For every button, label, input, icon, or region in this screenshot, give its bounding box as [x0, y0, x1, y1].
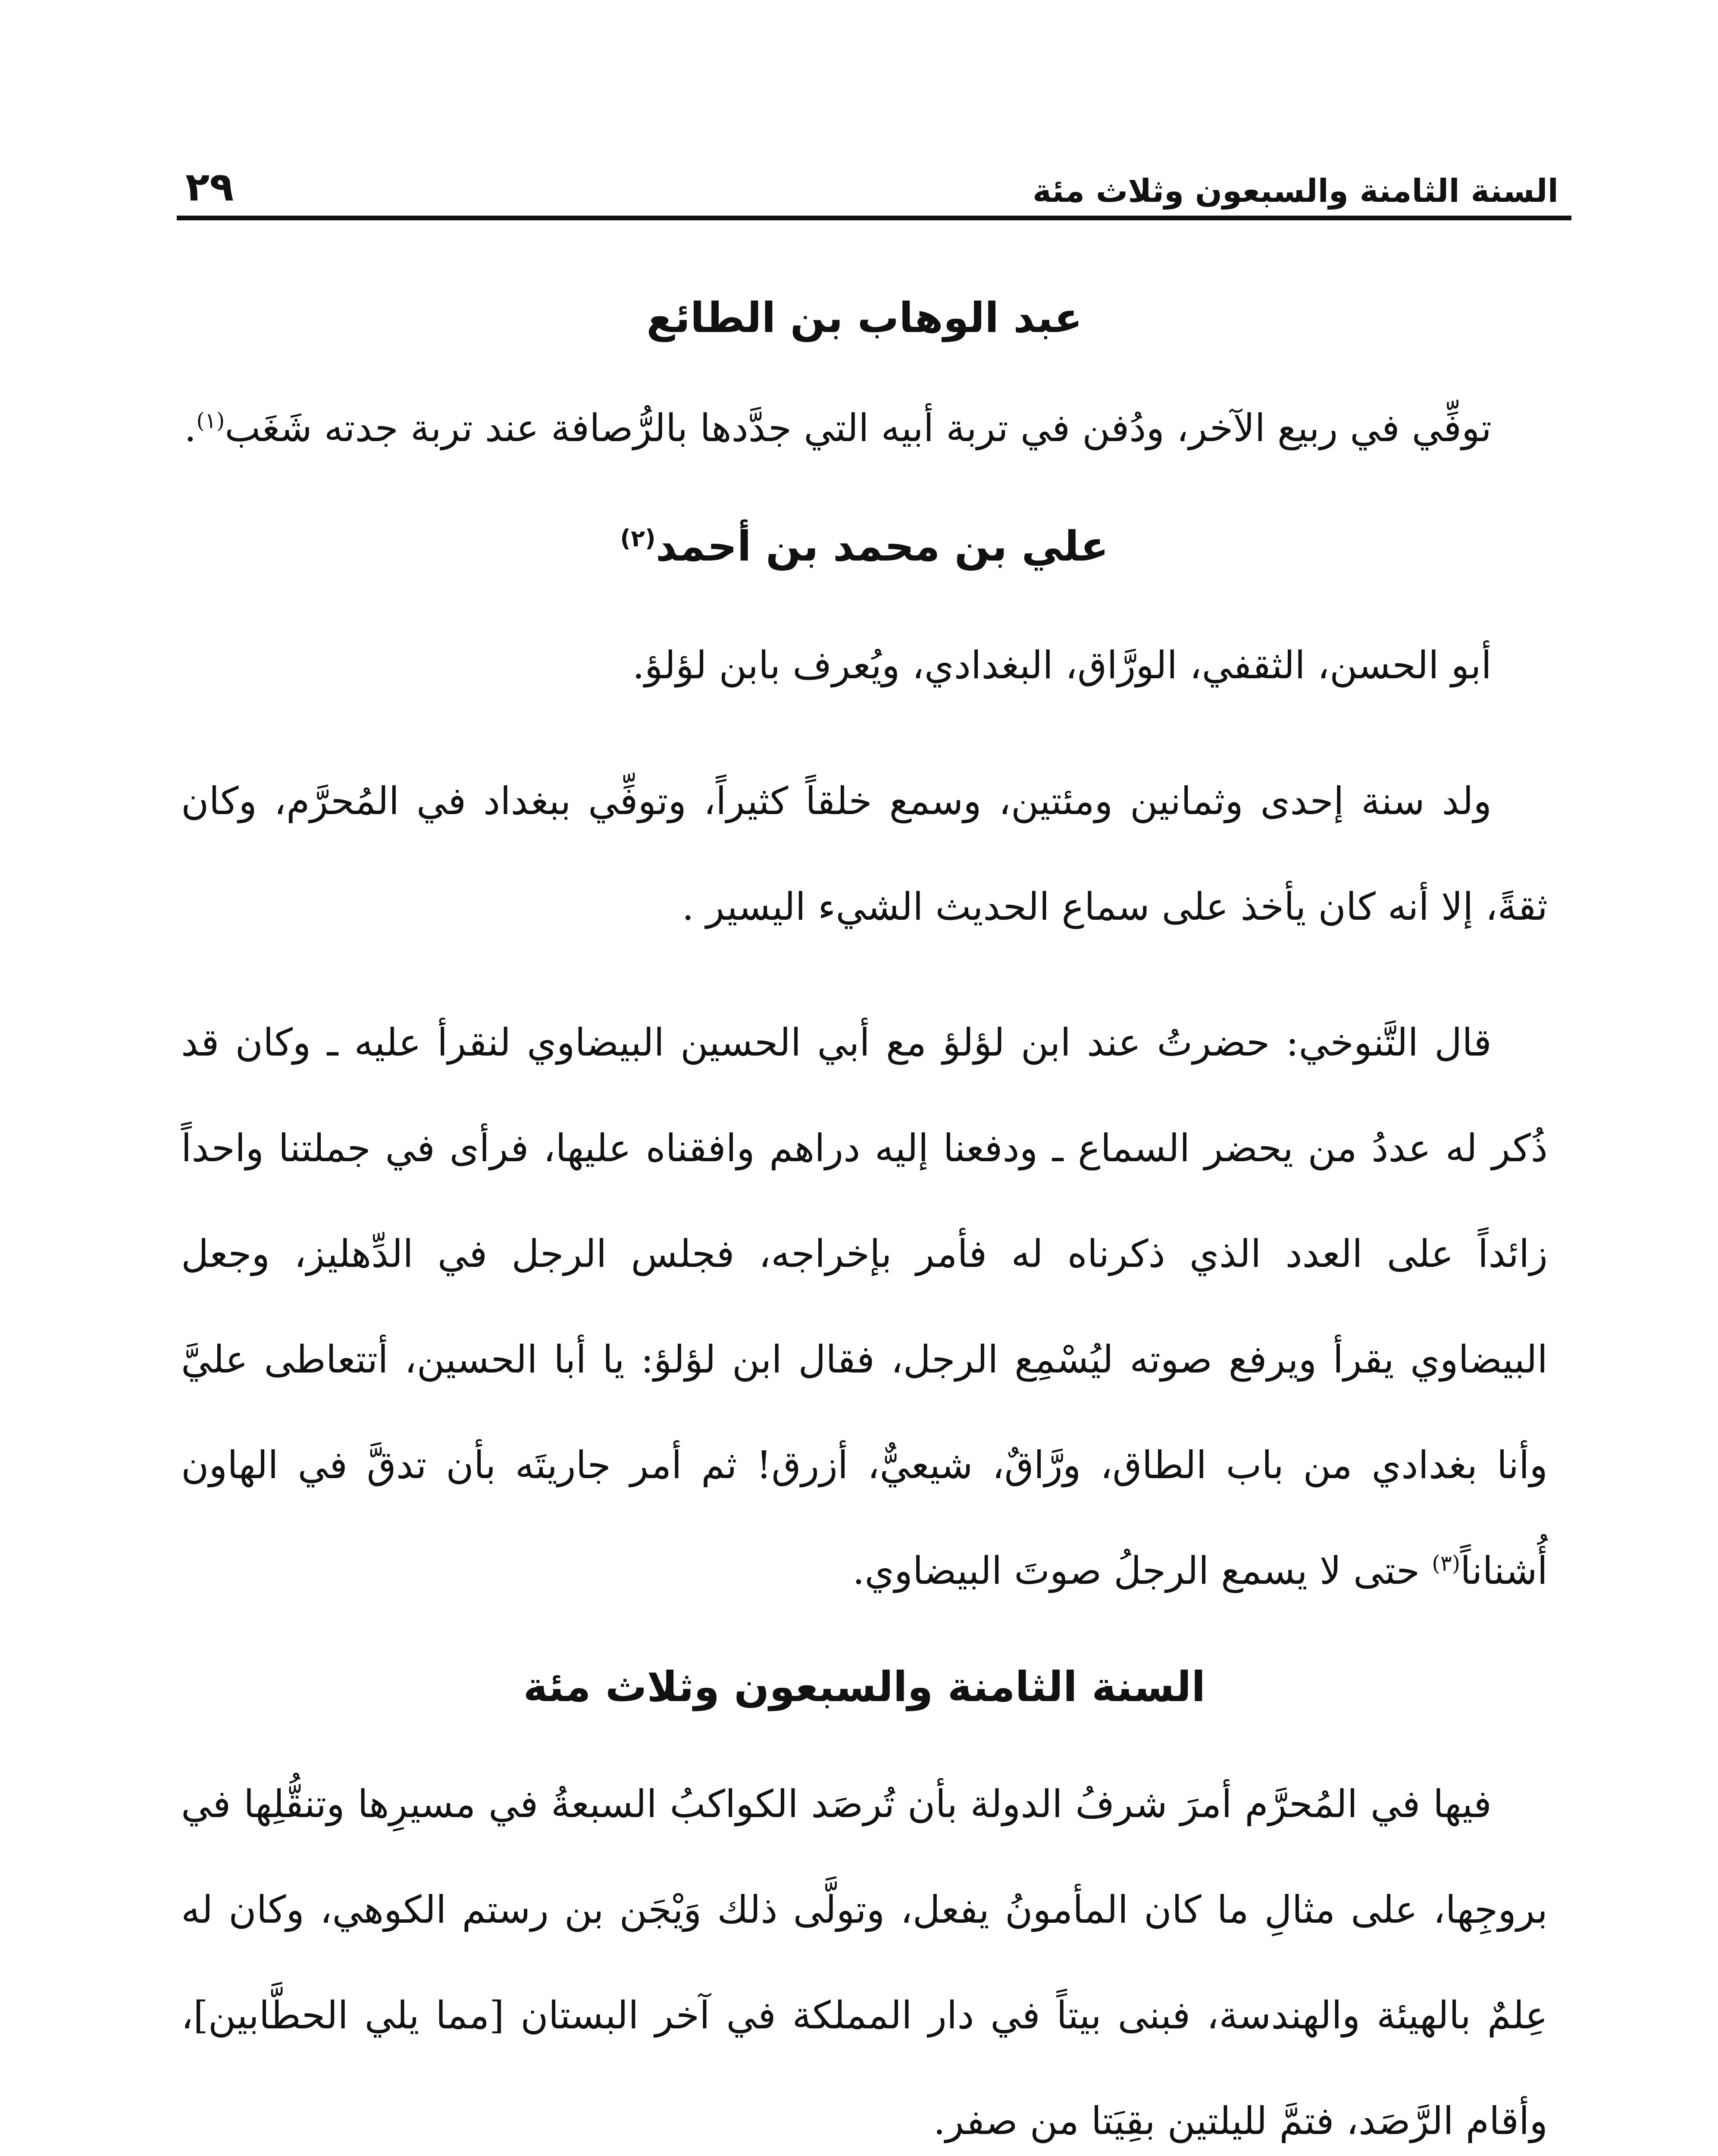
main-text — [181, 276, 1548, 2156]
paragraph-text: ولد سنة إحدى وثمانين ومئتين، وسمع خلقاً كثيراً، وتوفِّي ببغداد في المُحرَّم، وكان ثقةً، إلا أنه كان يأخذ على سماع الحديث الشيء اليسير . — [181, 779, 1548, 929]
paragraph-biography — [181, 748, 1548, 959]
page-number: ٢٩ — [185, 164, 234, 210]
section-heading-year-378 — [181, 1662, 1548, 1712]
running-header — [185, 142, 1558, 210]
footnote-marker: (٣) — [1432, 1551, 1461, 1576]
section-heading-ali-ibn-muhammad — [181, 522, 1548, 571]
section-heading-text: السنة الثامنة والسبعون وثلاث مئة — [523, 1663, 1206, 1711]
paragraph-text: فيها في المُحرَّم أمرَ شرفُ الدولة بأن تُرصَد الكواكبُ السبعةُ في مسيرِها وتنقُّلِها في بروجِها، على مثالِ ما كان المأمونُ يفعل، وتولَّى ذلك وَيْجَن بن رستم الكوهي، وكان له عِلمٌ بالهيئة والهندسة، فبنى بيتاً في دار المملكة في آخر البستان [مما يلي الحطَّابين]، وأقام الرَّصَد، فتمَّ لليلتين بقِيَتا من صفر. — [181, 1781, 1548, 2143]
footnote-marker: (١) — [196, 408, 225, 433]
section-heading-text: عبد الوهاب بن الطائع — [646, 294, 1083, 342]
paragraph-text: توفِّي في ربيع الآخر، ودُفن في تربة أبيه التي جدَّدها بالرُّصافة عند تربة جدته شَغَب — [225, 406, 1492, 451]
paragraph-text-end: . — [184, 406, 197, 451]
header-divider — [177, 216, 1571, 220]
paragraph-text: أبو الحسن، الثقفي، الورَّاق، البغدادي، ويُعرف بابن لؤلؤ. — [632, 643, 1492, 688]
paragraph-observatory — [181, 1751, 1548, 2156]
paragraph-kunya — [181, 612, 1548, 718]
paragraph-tanukhi-anecdote — [181, 990, 1548, 1623]
section-heading-abd-al-wahhab — [181, 293, 1548, 343]
section-heading-text: علي بن محمد بن أحمد — [655, 522, 1109, 571]
paragraph-text: قال التَّنوخي: حضرتُ عند ابن لؤلؤ مع أبي الحسين البيضاوي لنقرأ عليه ـ وكان قد ذُكر له عددُ من يحضر السماع ـ ودفعنا إليه دراهم وافقناه عليها، فرأى في جملتنا واحداً زائداً على العدد الذي ذكرناه له فأمر بإخراجه، فجلس الرجل في الدِّهليز، وجعل البيضاوي يقرأ ويرفع صوته ليُسْمِع الرجل، فقال ابن لؤلؤ: يا أبا الحسين، أتتعاطى عليَّ وأنا بغدادي من باب الطاق، ورَّاقٌ، شيعيٌّ، أزرق! ثم أمر جاريتَه بأن تدقَّ في الهاون أُشناناً — [181, 1020, 1548, 1593]
footnote-marker: (٢) — [620, 525, 656, 552]
running-title: السنة الثامنة والسبعون وثلاث مئة — [1033, 172, 1558, 210]
paragraph-text-end: حتى لا يسمع الرجلُ صوتَ البيضاوي. — [852, 1548, 1432, 1593]
paragraph-death-notice — [181, 375, 1548, 481]
